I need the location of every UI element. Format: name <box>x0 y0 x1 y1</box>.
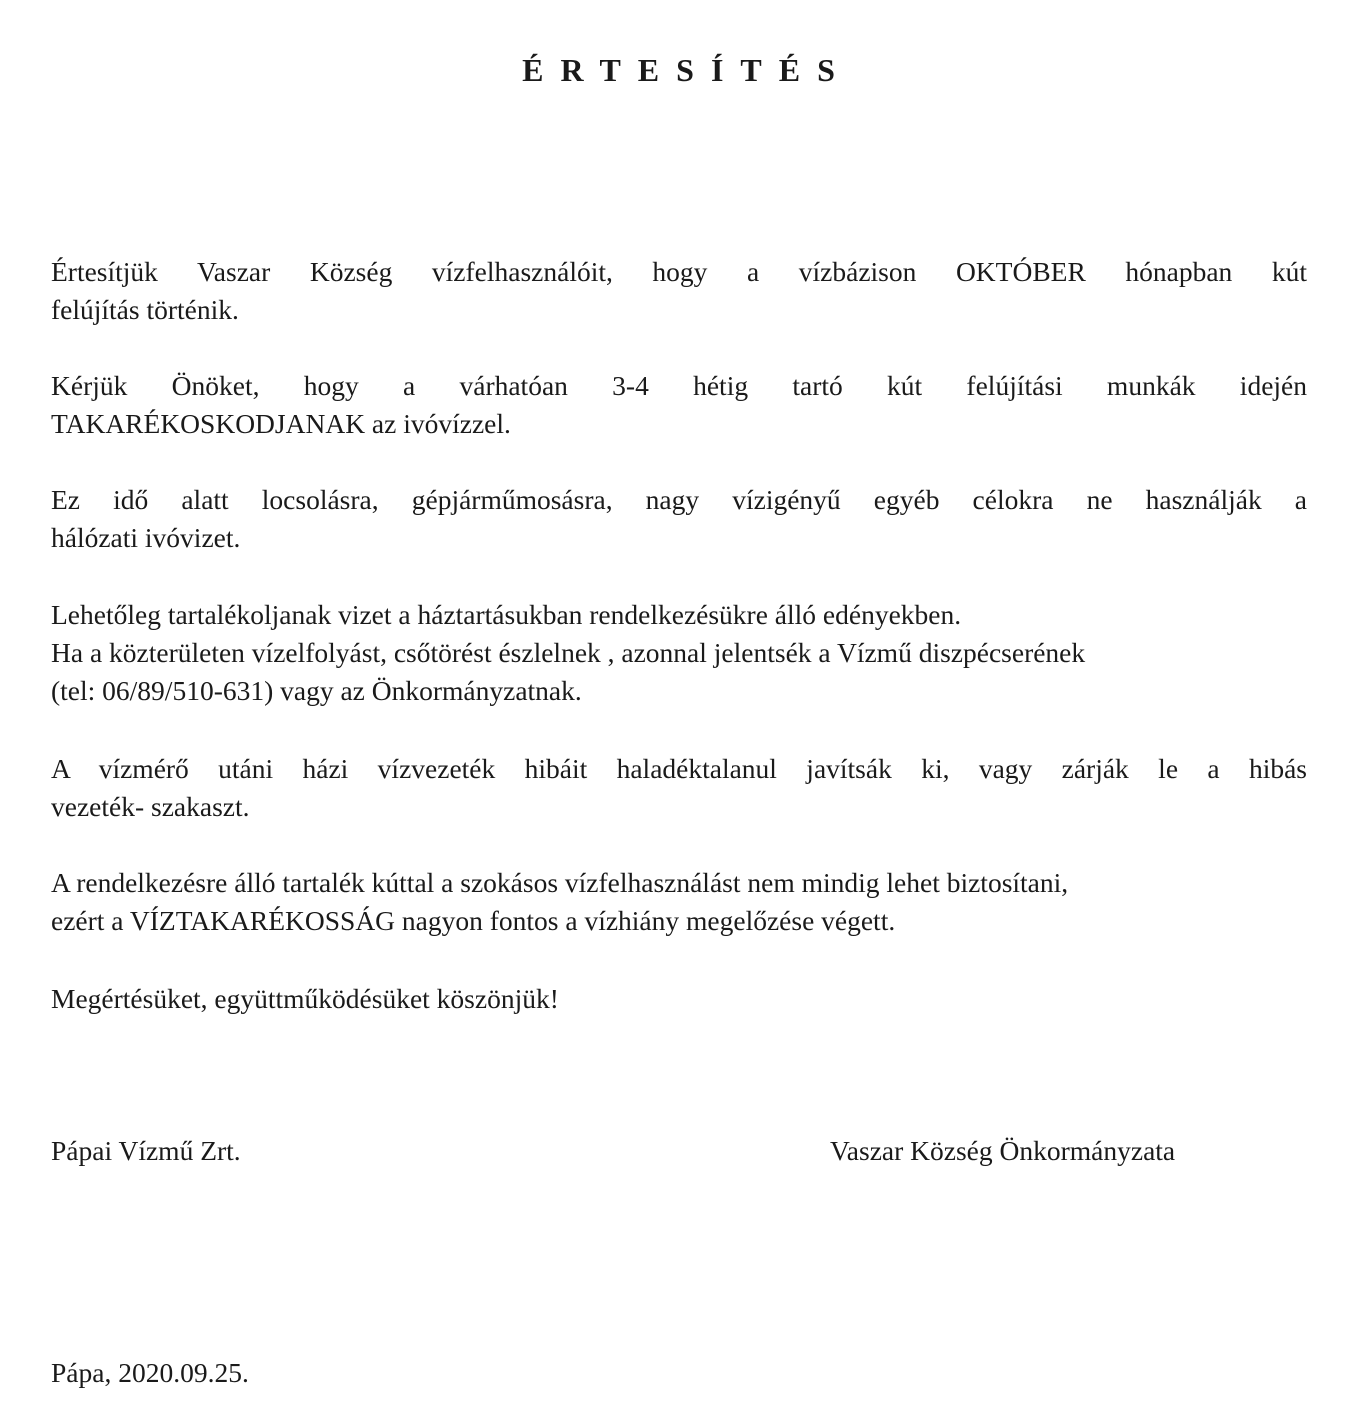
paragraph-line: ezért a VÍZTAKARÉKOSSÁG nagyon fontos a vízhiány megelőzése végett. <box>51 905 896 936</box>
paragraph-line: Értesítjük Vaszar Község vízfelhasználóit, hogy a vízbázison OKTÓBER hónapban kút <box>51 256 1307 287</box>
paragraph-line: Ha a közterületen vízelfolyást, csőtörést észlelnek , azonnal jelentsék a Vízmű diszpécserének <box>51 637 1086 668</box>
paragraph-line: Kérjük Önöket, hogy a várhatóan 3-4 hétig tartó kút felújítási munkák idején <box>51 370 1307 401</box>
paragraph-save-water-request <box>51 367 1307 443</box>
paragraph-line: A rendelkezésre álló tartalék kúttal a szokásos vízfelhasználást nem mindig lehet biztosítani, <box>51 867 1069 898</box>
paragraph-thanks <box>51 980 1307 1018</box>
signature-water-utility: Pápai Vízmű Zrt. <box>51 1135 241 1166</box>
paragraph-line: vezeték- szakaszt. <box>51 791 250 822</box>
paragraph-line: felújítás történik. <box>51 294 239 325</box>
paragraph-line: TAKARÉKOSKODJANAK az ivóvízzel. <box>51 408 511 439</box>
document-title: ÉRTESÍTÉS <box>522 52 852 88</box>
paragraph-renovation-notice <box>51 253 1307 329</box>
place-and-date: Pápa, 2020.09.25. <box>51 1357 249 1388</box>
paragraph-pipe-repairs <box>51 750 1307 826</box>
paragraph-line: Ez idő alatt locsolásra, gépjárműmosásra, nagy vízigényű egyéb célokra ne használják a <box>51 484 1307 515</box>
paragraph-line: A vízmérő utáni házi vízvezeték hibáit haladéktalanul javítsák ki, vagy zárják le a hibás <box>51 753 1307 784</box>
paragraph-line: Megértésüket, együttműködésüket köszönjük! <box>51 983 559 1014</box>
paragraph-reserve-and-report <box>51 596 1307 710</box>
signature-municipality: Vaszar Község Önkormányzata <box>830 1135 1176 1166</box>
paragraph-water-conservation <box>51 864 1307 940</box>
paragraph-line: (tel: 06/89/510-631) vagy az Önkormányzatnak. <box>51 675 582 706</box>
paragraph-usage-restrictions <box>51 481 1307 557</box>
paragraph-line: Lehetőleg tartalékoljanak vizet a háztartásukban rendelkezésükre álló edényekben. <box>51 599 962 630</box>
paragraph-line: hálózati ivóvizet. <box>51 522 241 553</box>
